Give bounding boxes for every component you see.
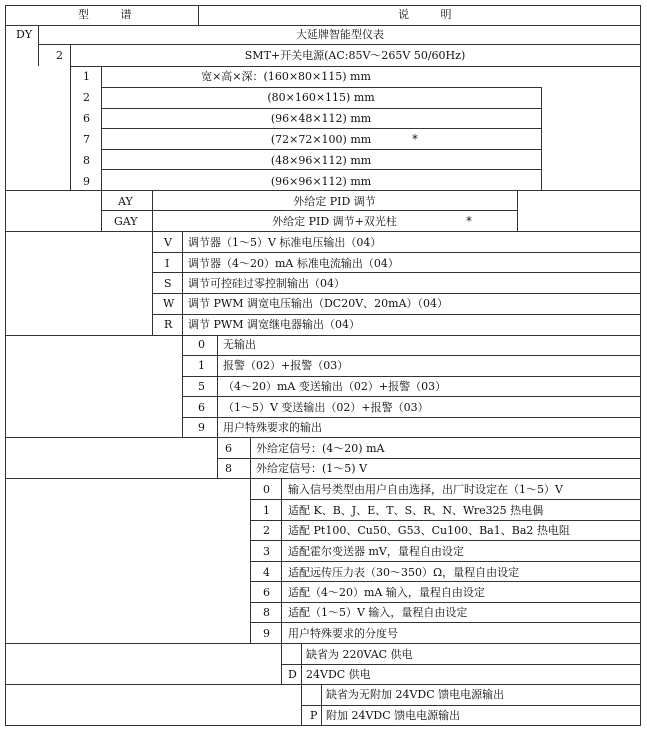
input-code: 2: [263, 524, 270, 537]
size-description: (80×160×115) mm: [267, 91, 375, 104]
input-description: 输入信号类型由用户自由选择，出厂时设定在（1～5）V: [288, 483, 563, 496]
supply-row-line: [281, 664, 641, 665]
output-description: 调节 PWM 调宽继电器输出（04）: [188, 318, 360, 331]
output-description: 调节器（4～20）mA 标准电流输出（04）: [188, 257, 399, 270]
output-description: 调节器（1～5）V 标准电压输出（04）: [188, 236, 382, 249]
input-description: 适配 K、B、J、E、T、S、R、N、Wre325 热电偶: [288, 504, 544, 517]
output-row-line: [152, 252, 641, 253]
input-code: 1: [263, 504, 270, 517]
alarm-code: 1: [198, 359, 205, 372]
control-description: 外给定 PID 调节+双光柱: [272, 215, 397, 228]
alarm-row-line: [182, 355, 641, 356]
size-row-line: [101, 128, 541, 129]
header-row-line: [5, 25, 641, 26]
alarm-description: （1～5）V 变送输出（02）+报警（03）: [223, 401, 429, 414]
input-description: 适配（4～20）mA 输入，量程自由设定: [288, 586, 485, 599]
alarm-description: 报警（02）+报警（03）: [223, 359, 349, 372]
size-row-line: [101, 108, 541, 109]
power-code-divider: [70, 44, 71, 66]
input-description: 适配（1～5）V 输入，量程自由设定: [288, 606, 468, 619]
alarm-row-line: [182, 396, 641, 397]
alarm-row-line: [182, 417, 641, 418]
output-code: S: [164, 277, 172, 290]
control-description: 外给定 PID 调节: [293, 195, 376, 208]
output-row-line: [152, 293, 641, 294]
input-description: 适配霍尔变送器 mV，量程自由设定: [288, 545, 464, 558]
size-star-mark: *: [412, 132, 418, 146]
input-row-line: [250, 499, 641, 500]
size-description: (72×72×100) mm: [270, 133, 372, 146]
table-border-top: [5, 5, 641, 6]
alarm-left-divider: [182, 335, 183, 437]
size-code: 8: [83, 154, 90, 167]
output-code: W: [163, 297, 175, 310]
feed-code: P: [310, 709, 318, 722]
size-row-line: [101, 149, 541, 150]
supply-code: D: [288, 668, 297, 681]
alarm-code: 6: [198, 401, 205, 414]
alarm-code: 0: [198, 338, 205, 351]
input-code: 4: [263, 566, 270, 579]
control-code: AY: [118, 195, 133, 208]
size-left-divider: [70, 66, 71, 190]
size-description: (96×48×112) mm: [270, 112, 372, 125]
control-star-mark: *: [466, 214, 472, 228]
power-supply-description: SMT+开关电源(AC:85V～265V 50/60Hz): [244, 49, 466, 62]
external-setpoint-code: 8: [225, 462, 232, 475]
alarm-section-bottom: [5, 437, 641, 438]
supply-section-bottom: [5, 684, 641, 685]
alarm-row-line: [182, 376, 641, 377]
feed-description: 附加 24VDC 馈电电源输出: [326, 709, 461, 722]
output-left-divider: [152, 231, 153, 335]
size-right-divider: [541, 87, 542, 190]
input-code: 9: [263, 627, 270, 640]
alarm-code: 9: [198, 421, 205, 434]
supply-description: 24VDC 供电: [306, 668, 371, 681]
feed-row-line: [301, 705, 641, 706]
input-row-line: [250, 540, 641, 541]
size-description: (96×96×112) mm: [270, 175, 372, 188]
output-code: R: [164, 318, 173, 331]
control-section-bottom: [5, 231, 641, 232]
input-row-line: [250, 602, 641, 603]
alarm-description: 无输出: [223, 338, 256, 351]
input-row-line: [250, 622, 641, 623]
header-description-label: 说 明: [398, 8, 466, 21]
size-code: 6: [83, 112, 90, 125]
input-code: 6: [263, 586, 270, 599]
input-description: 用户特殊要求的分度号: [288, 627, 398, 640]
input-row-line: [250, 581, 641, 582]
control-code: GAY: [114, 215, 138, 228]
input-row-line: [250, 561, 641, 562]
alarm-description: （4～20）mA 变送输出（02）+报警（03）: [223, 380, 447, 393]
size-code: 1: [83, 70, 90, 83]
size-code: 2: [83, 91, 90, 104]
output-section-bottom: [5, 335, 641, 336]
dy-code-divider: [38, 25, 39, 44]
dy-code: DY: [16, 28, 33, 41]
size-code: 7: [83, 133, 90, 146]
output-code-divider: [182, 231, 183, 335]
header-column-divider: [198, 5, 199, 25]
external-row-line: [217, 458, 641, 459]
input-section-bottom: [5, 643, 641, 644]
external-section-bottom: [5, 478, 641, 479]
alarm-code-divider: [217, 335, 218, 437]
header-model-label: 型 谱: [78, 8, 146, 21]
output-code: I: [165, 257, 170, 270]
size-row-line: [101, 169, 541, 170]
dy-description: 大延牌智能型仪表: [296, 28, 384, 41]
size-row-line: [101, 87, 541, 88]
table-border-bottom: [5, 725, 641, 726]
size-code: 9: [83, 175, 90, 188]
input-description: 适配远传压力表（30～350）Ω，量程自由设定: [288, 566, 520, 579]
external-setpoint-code: 6: [225, 442, 232, 455]
supply-default-description: 缺省为 220VAC 供电: [306, 648, 413, 661]
dy-row-line: [38, 44, 641, 45]
input-row-line: [250, 520, 641, 521]
table-border-left: [5, 5, 6, 726]
external-setpoint-description: 外给定信号：(1～5) V: [256, 462, 368, 475]
input-code: 0: [263, 483, 270, 496]
input-code: 3: [263, 545, 270, 558]
table-border-right: [640, 5, 641, 726]
output-row-line: [152, 314, 641, 315]
output-row-line: [152, 272, 641, 273]
output-description: 调节 PWM 调宽电压输出（DC20V、20mA）（04）: [188, 297, 449, 310]
alarm-code: 5: [198, 380, 205, 393]
external-setpoint-description: 外给定信号：(4～20) mA: [256, 442, 385, 455]
alarm-description: 用户特殊要求的输出: [223, 421, 322, 434]
power-left-divider: [38, 44, 39, 66]
control-row-line: [101, 210, 517, 211]
power-supply-code: 2: [56, 49, 63, 62]
output-code: V: [164, 236, 172, 249]
feed-default-description: 缺省为无附加 24VDC 馈电电源输出: [326, 688, 505, 701]
output-description: 调节可控硅过零控制输出（04）: [188, 277, 345, 290]
size-description: (48×96×112) mm: [270, 154, 372, 167]
input-description: 适配 Pt100、Cu50、G53、Cu100、Ba1、Ba2 热电阻: [288, 524, 570, 537]
power-row-line: [70, 66, 641, 67]
size-description: 宽×高×深：(160×80×115) mm: [201, 70, 371, 83]
input-code: 8: [263, 606, 270, 619]
control-right-divider: [517, 190, 518, 231]
